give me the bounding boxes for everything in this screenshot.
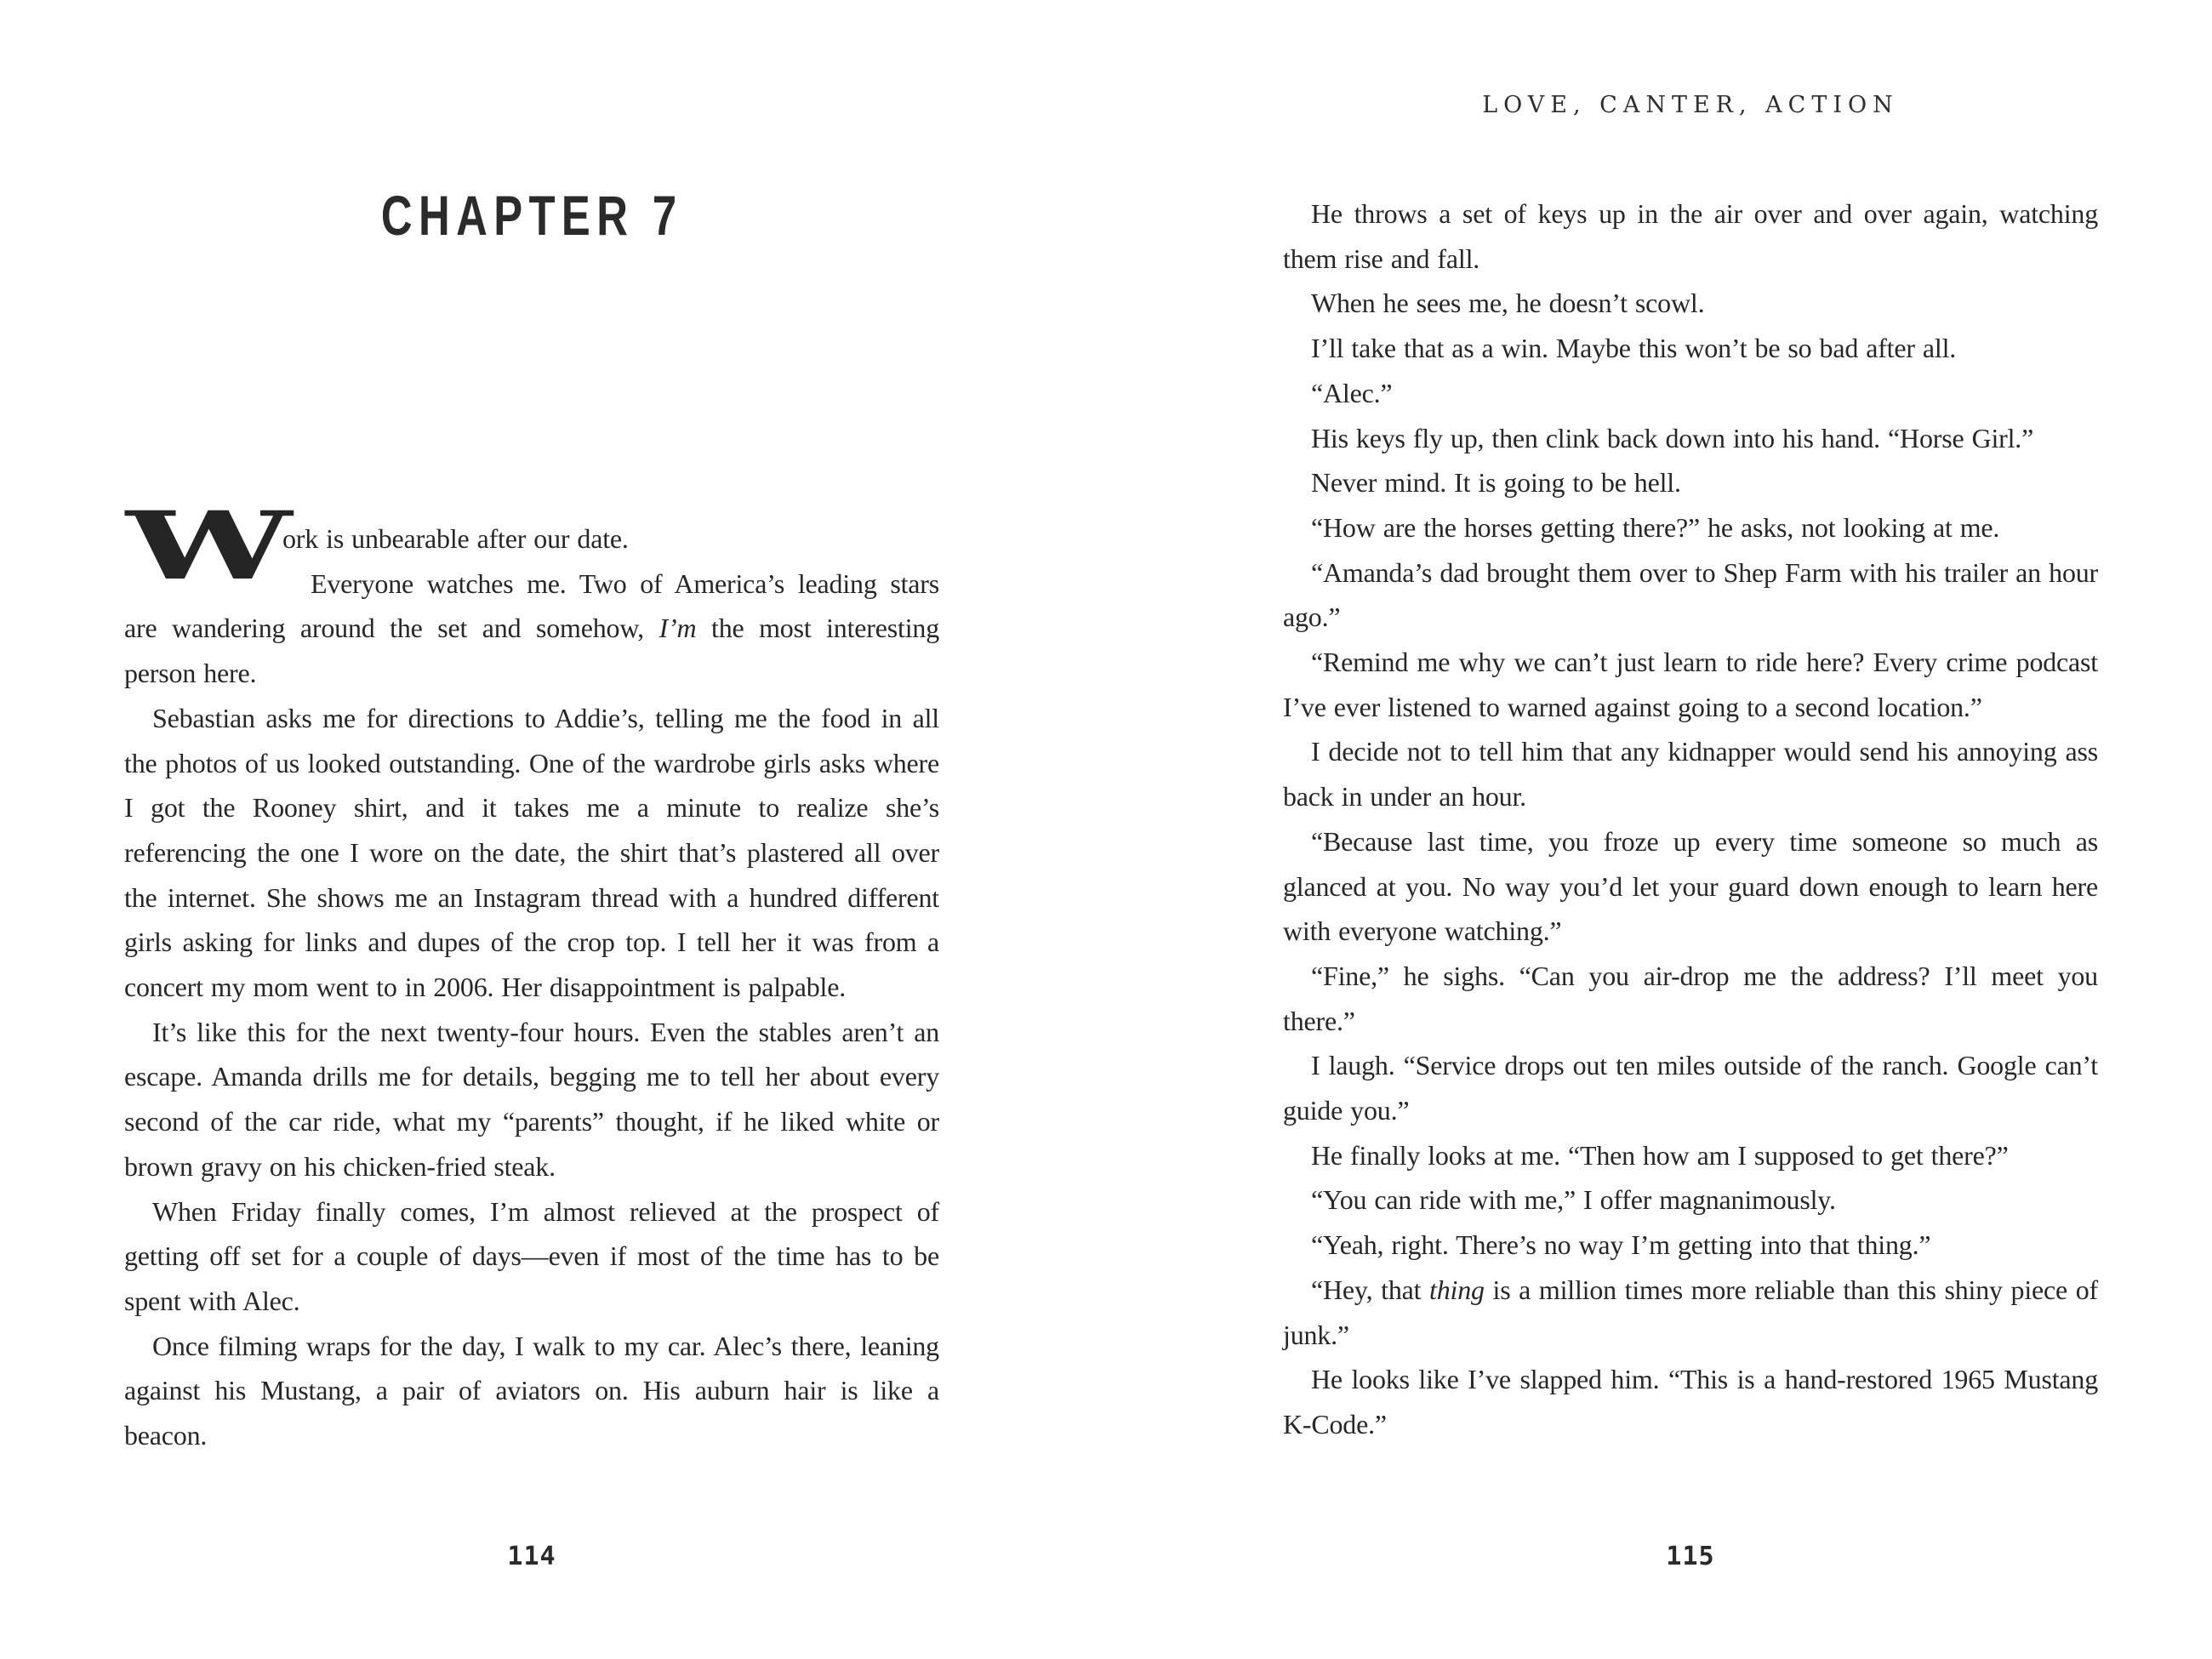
- paragraph-text: I’ll take that as a win. Maybe this won’t be so bad after all.: [1311, 333, 1957, 364]
- paragraph-text: His keys fly up, then clink back down into his hand. “Horse Girl.”: [1311, 422, 2034, 453]
- paragraph-text: Never mind. It is going to be hell.: [1311, 467, 1681, 499]
- paragraph-text: I laugh. “Service drops out ten miles outside of the ranch. Google can’t guide you.”: [1283, 1050, 2098, 1126]
- paragraph-text: “Yeah, right. There’s no way I’m getting into that thing.”: [1311, 1229, 1931, 1261]
- page-number: 115: [1666, 1542, 1715, 1571]
- body-paragraph: [1283, 1223, 2098, 1268]
- paragraph-text: “Amanda’s dad brought them over to Shep Farm with his trailer an hour ago.”: [1283, 556, 2098, 633]
- paragraph-text: When he sees me, he doesn’t scowl.: [1311, 288, 1705, 319]
- paragraph-text: the most interesting person here.: [124, 613, 939, 689]
- paragraph-text: is a million times more reliable than this shiny piece of junk.”: [1283, 1274, 2098, 1350]
- paragraph-text: Once filming wraps for the day, I walk to my car. Alec’s there, leaning against his Mustang, a pair of aviators on. His auburn hair is like a beacon.: [124, 1330, 939, 1451]
- paragraph-text: “Because last time, you froze up every time someone so much as glanced at you. No way you’d let your guard down enough to learn here with everyone watching.”: [1283, 825, 2098, 947]
- body-paragraph: [124, 1010, 939, 1189]
- body-paragraph: [1283, 505, 2098, 550]
- body-paragraph: [124, 1324, 939, 1458]
- paragraph-text: When Friday finally comes, I’m almost relieved at the prospect of getting off set for a couple of days—even if most of the time has to be spent with Alec.: [124, 1195, 939, 1316]
- body-paragraph: [1283, 550, 2098, 640]
- body-paragraph: [1283, 416, 2098, 461]
- paragraph-text: “You can ride with me,” I offer magnanimously.: [1311, 1184, 1836, 1216]
- paragraph-text: I decide not to tell him that any kidnapper would send his annoying ass back in under an hour.: [1283, 736, 2098, 812]
- paragraph-text: “Remind me why we can’t just learn to ride here? Every crime podcast I’ve ever listened to warned against going to a second location.”: [1283, 647, 2098, 722]
- body-paragraph: [1283, 1357, 2098, 1446]
- paragraph-text: He looks like I’ve slapped him. “This is a hand-restored 1965 Mustang K-Code.”: [1283, 1364, 2098, 1440]
- body-paragraph: [1283, 640, 2098, 729]
- chapter-heading: [124, 185, 939, 248]
- body-paragraph: [1283, 1177, 2098, 1223]
- body-paragraph: [1283, 191, 2098, 281]
- body-paragraph: [1283, 819, 2098, 954]
- drop-cap: [124, 491, 292, 606]
- running-head: LOVE, CANTER, ACTION: [1482, 92, 1899, 118]
- body-paragraph: [1283, 371, 2098, 416]
- paragraph-text: ork is unbearable after our date.: [282, 523, 629, 554]
- body-paragraph: [1283, 1043, 2098, 1132]
- emphasized-word: thing: [1429, 1274, 1485, 1305]
- paragraph-text: It’s like this for the next twenty-four hours. Even the stables aren’t an escape. Amanda drills me for details, begging me to tell her about every second of the car ride, what my “parents” thought, if he liked white or brown gravy on his chicken-fried steak.: [124, 1016, 939, 1182]
- paragraph-text: Everyone watches me. Two of America’s leading stars are wandering around the set and somehow,: [124, 567, 939, 644]
- body-paragraph: [1283, 954, 2098, 1043]
- body-paragraph: [1283, 1133, 2098, 1178]
- paragraph-text: He throws a set of keys up in the air over and over again, watching them rise and fall.: [1283, 198, 2098, 274]
- body-paragraph: [1283, 460, 2098, 505]
- body-paragraph: [1283, 1268, 2098, 1357]
- paragraph-text: “Alec.”: [1311, 377, 1393, 408]
- paragraph-text: He finally looks at me. “Then how am I supposed to get there?”: [1311, 1139, 2009, 1171]
- left-page-body: [124, 491, 939, 1458]
- paragraph-text: “Fine,” he sighs. “Can you air-drop me the address? I’ll meet you there.”: [1283, 960, 2098, 1036]
- chapter-heading-text: CHAPTER 7: [380, 185, 683, 248]
- body-paragraph: [124, 696, 939, 1010]
- paragraph-text: “How are the horses getting there?” he asks, not looking at me.: [1311, 511, 2000, 543]
- left-page: [124, 0, 939, 1659]
- paragraph-text: Sebastian asks me for directions to Addie’s, telling me the food in all the photos of us looked outstanding. One of the wardrobe girls asks where I got the Rooney shirt, and it takes me a minute to realize she’s referencing the one I wore on the date, the shirt that’s plastered all over the internet. She shows me an Instagram thread with a hundred different girls asking for links and dupes of the crop top. I tell her it was from a concert my mom went to in 2006. Her disappointment is palpable.: [124, 702, 939, 1003]
- drop-cap-letter: W: [126, 491, 292, 601]
- paragraph-text: “Hey, that: [1311, 1274, 1430, 1305]
- body-paragraph: [124, 1189, 939, 1324]
- body-paragraph: [1283, 326, 2098, 371]
- right-page-body: [1283, 191, 2098, 1447]
- right-page: [1283, 0, 2098, 1659]
- body-paragraph: [1283, 281, 2098, 326]
- body-paragraph: [1283, 729, 2098, 818]
- page-number: 114: [507, 1542, 556, 1571]
- emphasized-word: I’m: [658, 613, 697, 644]
